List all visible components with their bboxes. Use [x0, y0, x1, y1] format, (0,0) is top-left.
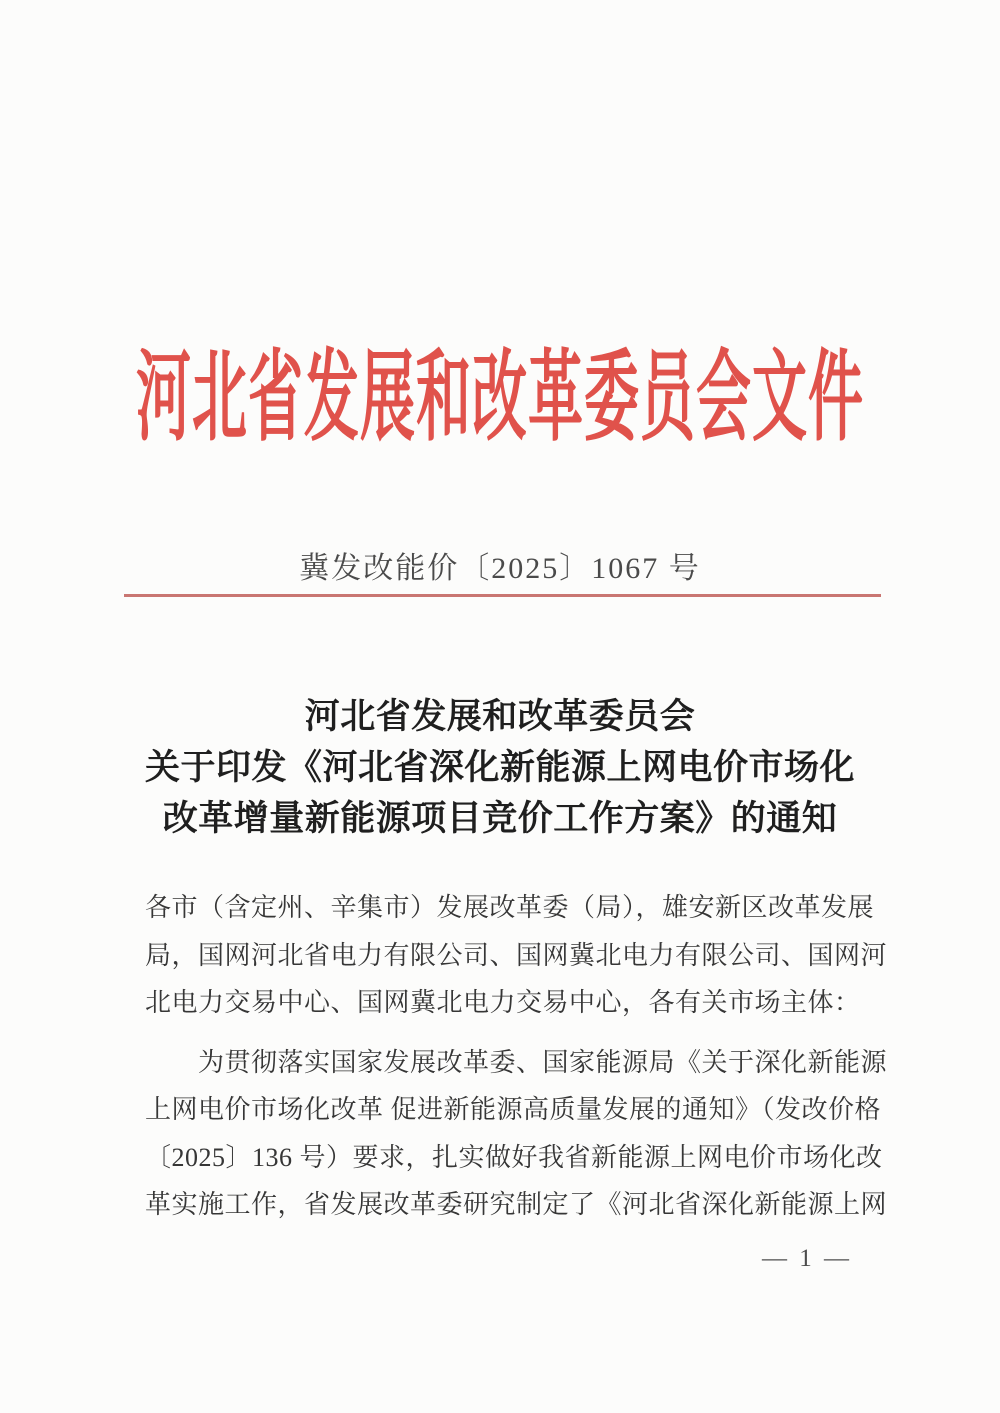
body-line: 革实施工作，省发展改革委研究制定了《河北省深化新能源上网: [145, 1190, 888, 1219]
intro-paragraph: [145, 1039, 888, 1229]
letterhead-banner: [0, 331, 1000, 452]
agency-banner-title: 河北省发展和改革委员会文件: [135, 342, 864, 452]
addressee-paragraph: [145, 884, 888, 1027]
notice-title: [0, 691, 1000, 844]
document-body: [145, 884, 888, 1229]
body-line: 〔2025〕136 号）要求，扎实做好我省新能源上网电价市场化改: [145, 1142, 883, 1172]
document-number: 冀发改能价〔2025〕1067 号: [299, 552, 701, 585]
body-line: 北电力交易中心、国网冀北电力交易中心，各有关市场主体：: [145, 988, 861, 1017]
body-line: 上网电价市场化改革 促进新能源高质量发展的通知》（发改价格: [145, 1095, 882, 1124]
page-number: — 1 —: [762, 1245, 852, 1272]
body-line: 为贯彻落实国家发展改革委、国家能源局《关于深化新能源: [198, 1047, 888, 1077]
notice-title-line-3: 改革增量新能源项目竞价工作方案》的通知: [162, 799, 838, 838]
notice-title-line-1: 河北省发展和改革委员会: [304, 697, 696, 736]
red-divider-line: [124, 594, 881, 597]
notice-title-line-2: 关于印发《河北省深化新能源上网电价市场化: [144, 748, 855, 787]
body-line: 局，国网河北省电力有限公司、国网冀北电力有限公司、国网河: [145, 940, 888, 970]
body-line: 各市（含定州、辛集市）发展改革委（局），雄安新区改革发展: [145, 893, 875, 922]
